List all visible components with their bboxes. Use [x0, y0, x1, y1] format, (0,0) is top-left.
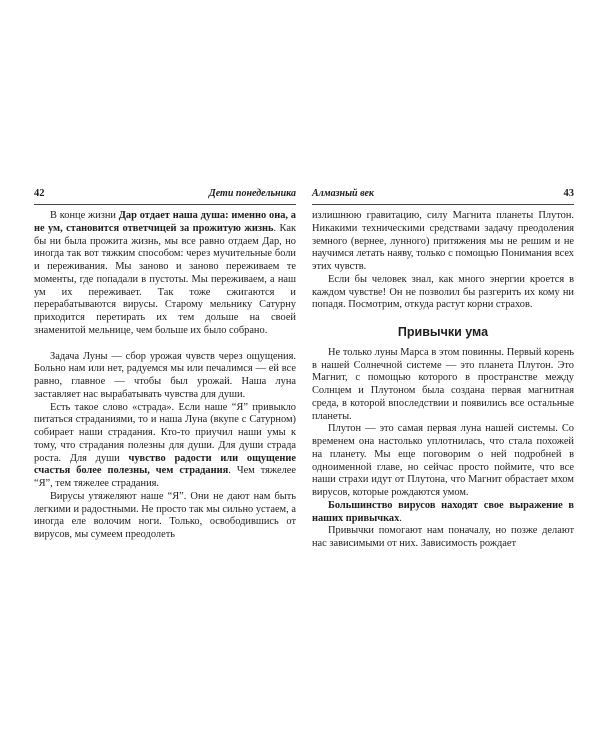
text-run: Привычки помогают нам поначалу, но позже делают нас зависимыми от них. Зависимость рождает — [312, 525, 574, 549]
text-run: . Чем тяжелее “Я”, тем тяжелее страдания. — [34, 465, 296, 489]
running-head-right — [312, 188, 574, 205]
bold-text: Большинство вирусов находят свое выражение в наших привычках — [312, 499, 574, 524]
paragraph — [34, 491, 296, 542]
paragraph — [312, 500, 574, 526]
text-run: Не только луны Марса в этом повинны. Первый корень в нашей Солнечной системе — это планета Плутон. Это Магнит, с помощью которого в пространстве между Солнцем и Плутоном была создана первая магнитная среда, в которой впоследствии и появились все остальные планеты. — [312, 346, 574, 422]
paragraph — [312, 274, 574, 312]
bold-text: Дар отдает наша душа: именно она, а не ум, становится ответчицей за прожитую жизнь — [34, 210, 296, 234]
text-run: В конце жизни — [50, 210, 119, 221]
paragraph — [312, 210, 574, 274]
text-run: Плутон — это самая первая луна нашей системы. Со временем она настолько уплотнилась, что стала похожей на планету. Мы еще поговорим о ней подробней в одноименной главе, но сейчас просто поймите, что все наши страхи идут от Плутона, что Магнит обрастает мхом вирусов, которые рождаются умом. — [312, 423, 574, 498]
text-run: . Как бы ни была прожита жизнь, мы все равно отдаем Дар, но иногда так вот тяжким способом: через мучительные боли и переживания. Мы заново и заново переживаем те моменты, где попадали в пустоты. Мы переживаем, а наш ум их переживает. Так тоже сжигаются и перерабатываются вирусы. Старому мельнику Сатурну приходится перетирать их тем дольше на своей знаменитой мельнице, чем больше их было собрано. — [34, 222, 296, 336]
paragraph — [34, 210, 296, 338]
text-run: Если бы человек знал, как много энергии кроется в каждом чувстве! Он не позволил бы разгерить их кому ни попадя. Посмотрим, откуда растут корни страхов. — [312, 273, 574, 311]
paragraph — [312, 347, 574, 424]
left-page — [34, 188, 296, 542]
text-run: Есть такое слово «страда». Если наше “Я” привыкло питаться страданиями, то и наша Луна (вкупе с Сатурном) собирает наши страдания. Кто-то приучил наши умы к тому, что страдания полезны для души. Для души страда роста. Для души — [34, 401, 296, 464]
page-number-right: 43 — [563, 188, 574, 199]
paragraph — [312, 525, 574, 551]
left-page-text — [34, 210, 296, 542]
right-page-text — [312, 210, 574, 551]
section-title: Привычки ума — [397, 325, 489, 339]
running-head-left — [34, 188, 296, 205]
paragraph — [34, 351, 296, 402]
text-run: Вирусы утяжеляют наше “Я”. Они не дают нам быть легкими и радостными. Не просто так мы сильно устаем, а иногда еле волочим ноги. Только, освободившись от вирусов, мы сумеем преодолеть — [34, 490, 296, 540]
text-run: . — [399, 512, 402, 524]
right-paragraphs-after — [312, 347, 574, 551]
right-page — [312, 188, 574, 551]
paragraph — [34, 402, 296, 491]
text-run: излишнюю гравитацию, силу Магнита планеты Плутон. Никакими техническими средствами задачу преодоления земного (вернее, лунного) притяжения мы не решим и не научимся летать наяву, только с помощью Понимания всех этих чувств. — [312, 210, 574, 272]
running-title-right: Алмазный век — [312, 188, 374, 199]
page-number-left: 42 — [34, 188, 45, 199]
text-run: Задача Луны — сбор урожая чувств через ощущения. Больно нам или нет, радуемся мы или печалимся — ей все равно, главное — чтобы был урожай. Наша луна заставляет нас вырабатывать чувства для души. — [34, 350, 296, 400]
right-paragraphs-before — [312, 210, 574, 312]
running-title-left: Дети понедельника — [208, 188, 296, 199]
paragraph — [312, 423, 574, 500]
bold-text: чувство радости или ощущение счастья более полезны, чем страдания — [34, 452, 296, 477]
